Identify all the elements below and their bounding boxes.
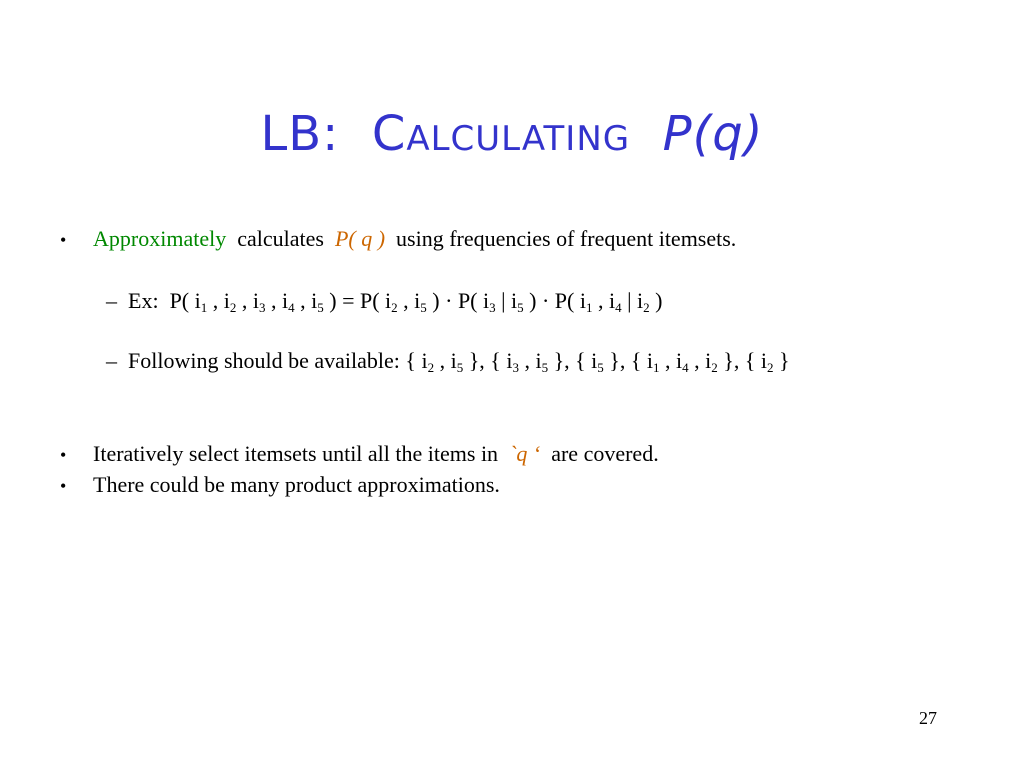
title-word: Calculating	[371, 106, 631, 162]
bullet-marker: •	[60, 476, 67, 496]
bullet-marker: •	[60, 230, 67, 250]
formula-text: , i	[207, 288, 230, 313]
formula-subscript: 2	[229, 300, 237, 315]
bullet-approximately	[93, 226, 736, 252]
formula-text: , i	[434, 348, 457, 373]
formula-text: P( i	[169, 288, 201, 313]
formula-subscript: 2	[711, 360, 718, 375]
formula-text: , i	[236, 288, 259, 313]
page-number: 27	[919, 708, 937, 728]
formula-text: , i	[688, 348, 712, 373]
title-prefix: LB:	[260, 106, 340, 162]
formula-text: }	[773, 348, 790, 373]
formula-text: }, { i	[463, 348, 513, 373]
formula-text: , i	[592, 288, 616, 313]
formula-subscript: 2	[767, 360, 774, 375]
formula-text: , i	[294, 288, 318, 313]
formula-subscript: 5	[541, 360, 549, 375]
formula-text: , i	[397, 288, 421, 313]
formula-text: { i	[405, 348, 428, 373]
formula-text: ) · P( i	[426, 288, 490, 313]
bullet-product-approximations: There could be many product approximations.	[93, 472, 500, 497]
formula-text: }, { i	[603, 348, 654, 373]
example-label: Ex:	[128, 288, 159, 313]
formula-text: ) · P( i	[523, 288, 586, 313]
formula-text: )	[649, 288, 663, 313]
text-using-frequencies: using frequencies of frequent itemsets.	[396, 226, 737, 251]
sub-bullet-following	[106, 348, 790, 374]
formula-subscript: 5	[517, 300, 524, 315]
formula-subscript: 5	[456, 360, 464, 375]
itemset-list	[405, 348, 789, 373]
formula-subscript: 2	[391, 300, 398, 315]
formula-subscript: 2	[643, 300, 650, 315]
formula-subscript: 1	[653, 360, 660, 375]
formula-subscript: 1	[200, 300, 208, 315]
formula-text: | i	[495, 288, 518, 313]
bullet-marker: •	[60, 445, 67, 465]
sub-bullet-example	[106, 288, 662, 314]
formula-text: | i	[621, 288, 644, 313]
bullet-iteratively	[93, 441, 659, 467]
formula-subscript: 4	[682, 360, 689, 375]
formula-text: , i	[659, 348, 683, 373]
formula-text: ) = P( i	[323, 288, 392, 313]
slide-title	[0, 106, 1024, 162]
formula-subscript: 3	[489, 300, 496, 315]
formula-subscript: 1	[585, 300, 593, 315]
formula-text: , i	[265, 288, 289, 313]
formula-subscript: 5	[317, 300, 324, 315]
formula-subscript: 4	[288, 300, 295, 315]
example-formula	[170, 288, 663, 313]
formula-subscript: 5	[420, 300, 427, 315]
following-label: Following should be available:	[128, 348, 400, 373]
formula-text: }, { i	[548, 348, 598, 373]
formula-subscript: 3	[512, 360, 519, 375]
text-iteratively: Iteratively select itemsets until all the items in	[93, 441, 499, 466]
symbol-q: `q ‘	[509, 441, 541, 466]
formula-subscript: 4	[615, 300, 622, 315]
formula-text: }, { i	[717, 348, 768, 373]
title-function: P(q)	[662, 106, 764, 162]
text-covered: are covered.	[551, 441, 659, 466]
formula-text: , i	[518, 348, 542, 373]
function-pq: P( q )	[334, 226, 386, 251]
dash-marker: –	[106, 288, 117, 313]
dash-marker: –	[106, 348, 117, 373]
text-calculates: calculates	[237, 226, 324, 251]
formula-subscript: 3	[259, 300, 266, 315]
emphasis-approximately: Approximately	[93, 226, 227, 251]
formula-subscript: 5	[597, 360, 604, 375]
formula-subscript: 2	[427, 360, 435, 375]
